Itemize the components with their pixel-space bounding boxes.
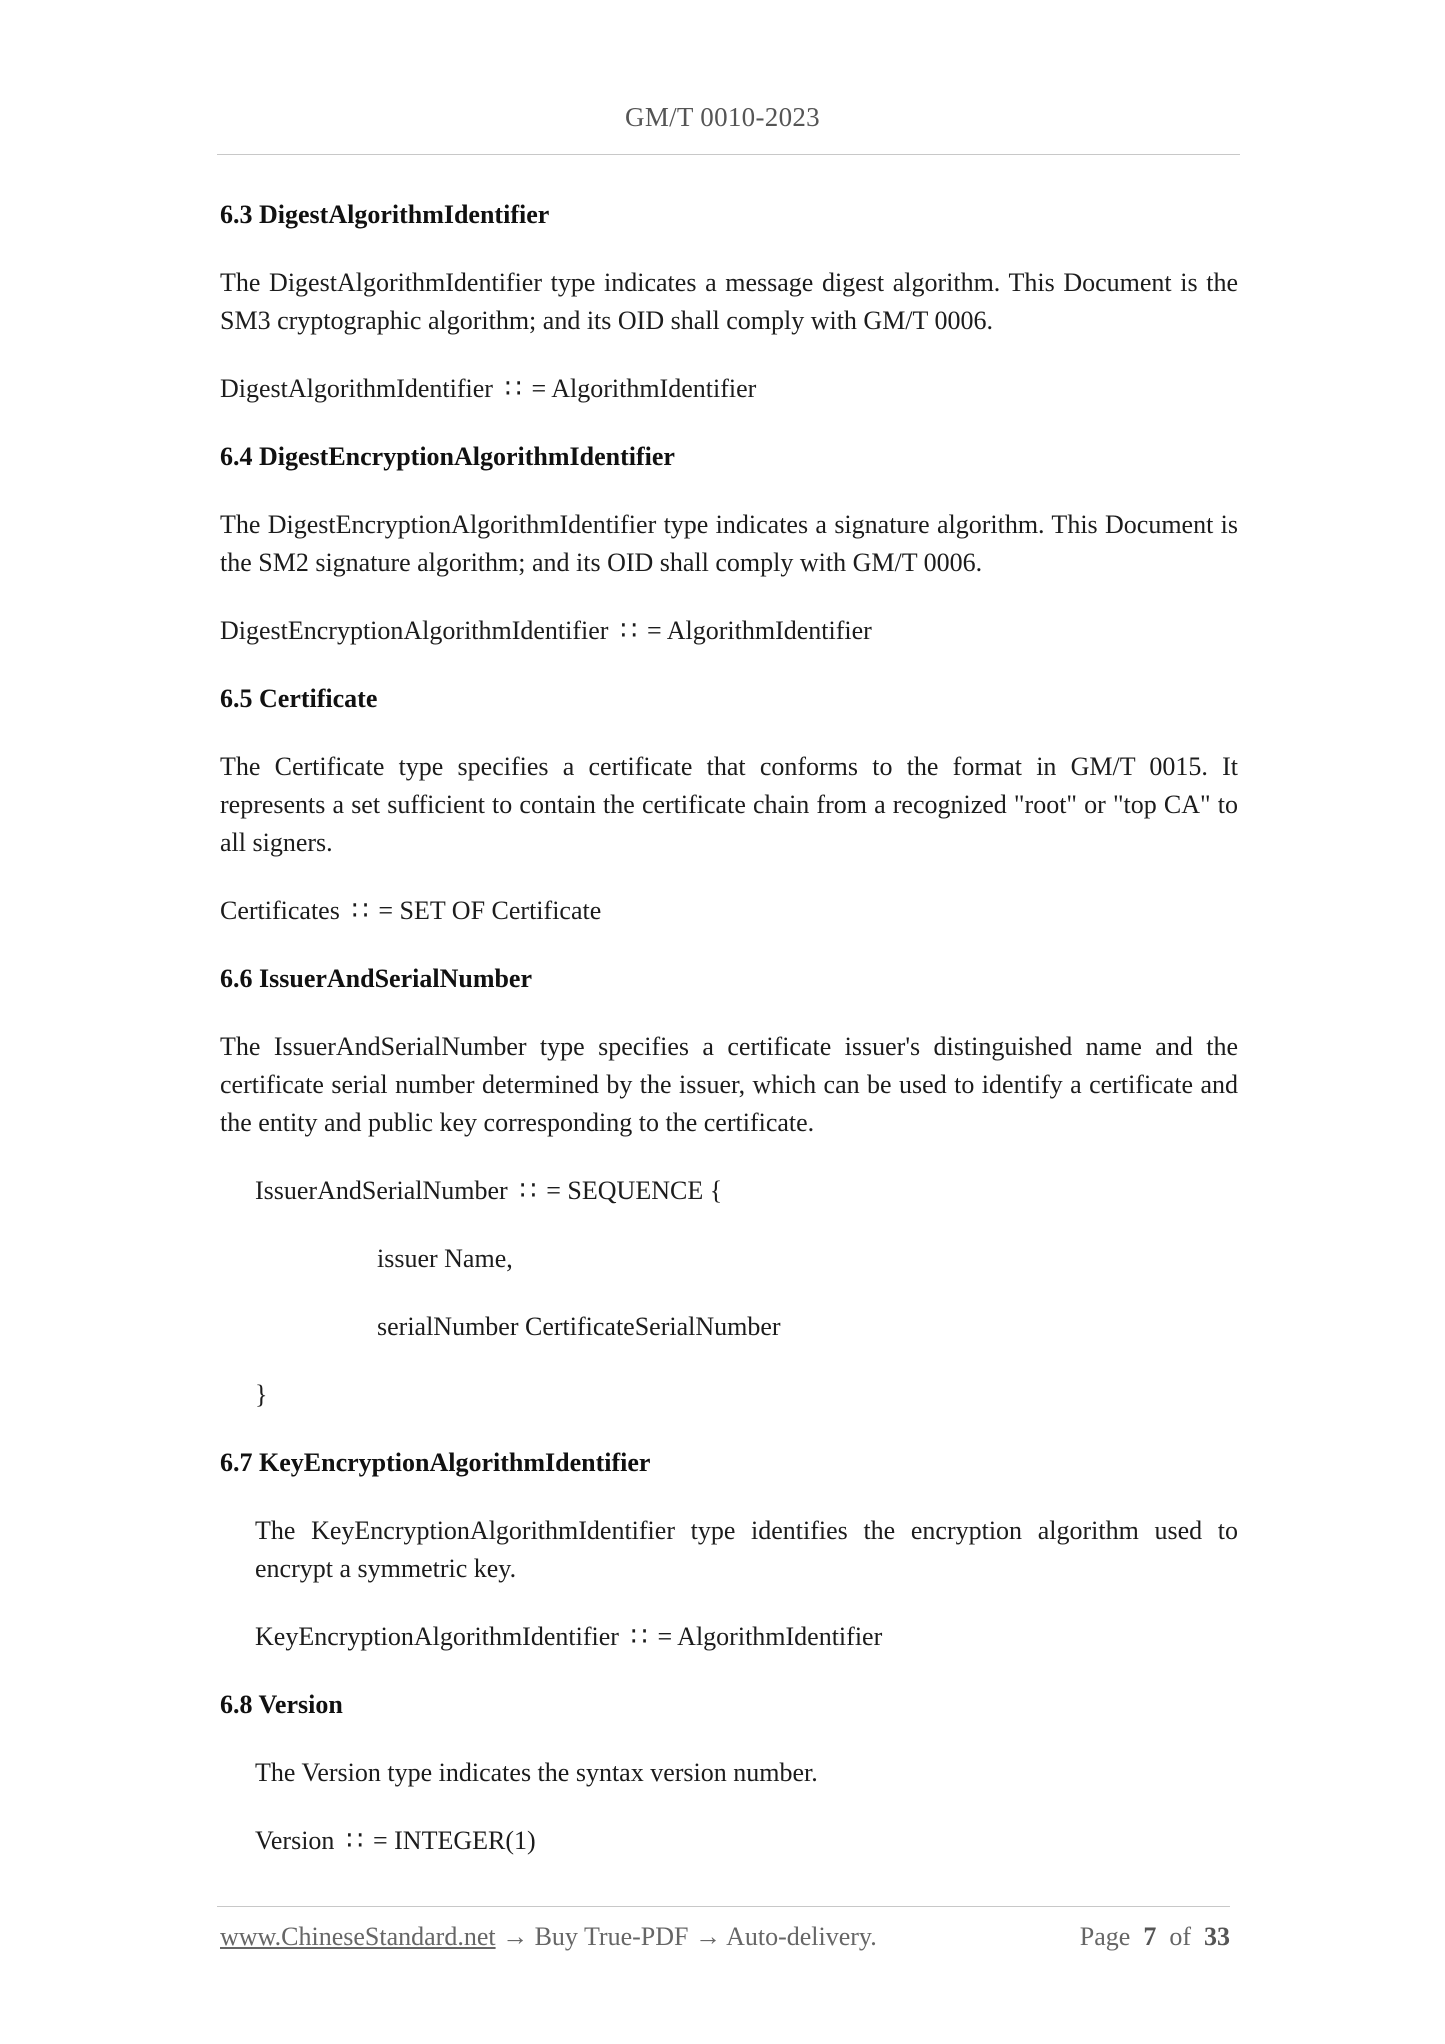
definition-name: DigestEncryptionAlgorithmIdentifier [220,616,609,645]
arrow-right-icon: → [502,1922,529,1951]
total-pages: 33 [1204,1922,1230,1951]
definition-colons: ∷ [630,1622,650,1652]
section-6-4-heading: 6.4 DigestEncryptionAlgorithmIdentifier [220,442,675,471]
definition-value: = SEQUENCE { [546,1176,723,1205]
section-6-3-definition [220,370,1238,408]
definition-name: Version [255,1826,335,1855]
page-header-title: GM/T 0010-2023 [625,102,820,132]
definition-value: = INTEGER(1) [372,1826,536,1855]
definition-name: Certificates [220,896,340,925]
section-6-7-heading: 6.7 KeyEncryptionAlgorithmIdentifier [220,1448,651,1477]
section-6-3-heading: 6.3 DigestAlgorithmIdentifier [220,200,550,229]
page-number [1080,1922,1230,1952]
section-6-8-definition [220,1822,1238,1860]
footer-divider [217,1906,1230,1907]
definition-value: = AlgorithmIdentifier [657,1622,883,1651]
sequence-field-serial-number: serialNumber CertificateSerialNumber [377,1312,781,1341]
sequence-close-brace: } [255,1380,268,1409]
definition-colons: ∷ [620,616,640,646]
page-footer [220,1922,1230,1962]
definition-value: = AlgorithmIdentifier [531,374,757,403]
definition-colons: ∷ [346,1826,365,1856]
section-6-7-paragraph: The KeyEncryptionAlgorithmIdentifier type identifies the encryption algorithm used to encrypt a symmetric key. [255,1516,1238,1583]
sequence-field-issuer: issuer Name, [377,1244,513,1273]
current-page: 7 [1143,1922,1157,1951]
buy-true-pdf-text: Buy True-PDF [534,1922,689,1951]
definition-value: = AlgorithmIdentifier [647,616,872,645]
section-6-5-paragraph: The Certificate type specifies a certificate that conforms to the format in GM/T 0015. It represents a set sufficient to contain the certificate chain from a recognized "root" or "top CA" to all signers. [220,752,1238,857]
definition-name: DigestAlgorithmIdentifier [220,374,493,403]
document-body [220,196,1238,1890]
section-6-4-definition [220,612,1238,650]
definition-name: IssuerAndSerialNumber [255,1176,508,1205]
section-6-5-heading: 6.5 Certificate [220,684,378,713]
section-6-5-definition [220,892,1238,930]
website-link[interactable]: www.ChineseStandard.net [220,1922,496,1951]
definition-colons: ∷ [519,1176,539,1206]
section-6-7-definition [220,1618,1238,1656]
definition-name: KeyEncryptionAlgorithmIdentifier [255,1622,619,1651]
header-divider [217,154,1240,155]
definition-colons: ∷ [351,896,371,926]
section-6-6-paragraph: The IssuerAndSerialNumber type specifies a certificate issuer's distinguished name and the certificate serial number determined by the issuer, which can be used to identify a certificate and the entity and public key corresponding to the certificate. [220,1032,1238,1137]
section-6-8-heading: 6.8 Version [220,1690,343,1719]
footer-promo [220,1922,877,1952]
section-6-4-paragraph: The DigestEncryptionAlgorithmIdentifier type indicates a signature algorithm. This Document is the SM2 signature algorithm; and its OID shall comply with GM/T 0006. [220,510,1238,577]
section-6-6-definition [220,1172,1238,1210]
of-label: of [1169,1922,1191,1951]
definition-value: = SET OF Certificate [378,896,602,925]
section-6-6-heading: 6.6 IssuerAndSerialNumber [220,964,533,993]
auto-delivery-text: Auto-delivery. [726,1922,877,1951]
definition-colons: ∷ [504,374,524,404]
section-6-8-paragraph: The Version type indicates the syntax version number. [255,1758,818,1787]
section-6-3-paragraph: The DigestAlgorithmIdentifier type indicates a message digest algorithm. This Document is the SM3 cryptographic algorithm; and its OID shall comply with GM/T 0006. [220,268,1238,335]
arrow-right-icon: → [695,1922,721,1951]
page-label: Page [1079,1922,1131,1951]
